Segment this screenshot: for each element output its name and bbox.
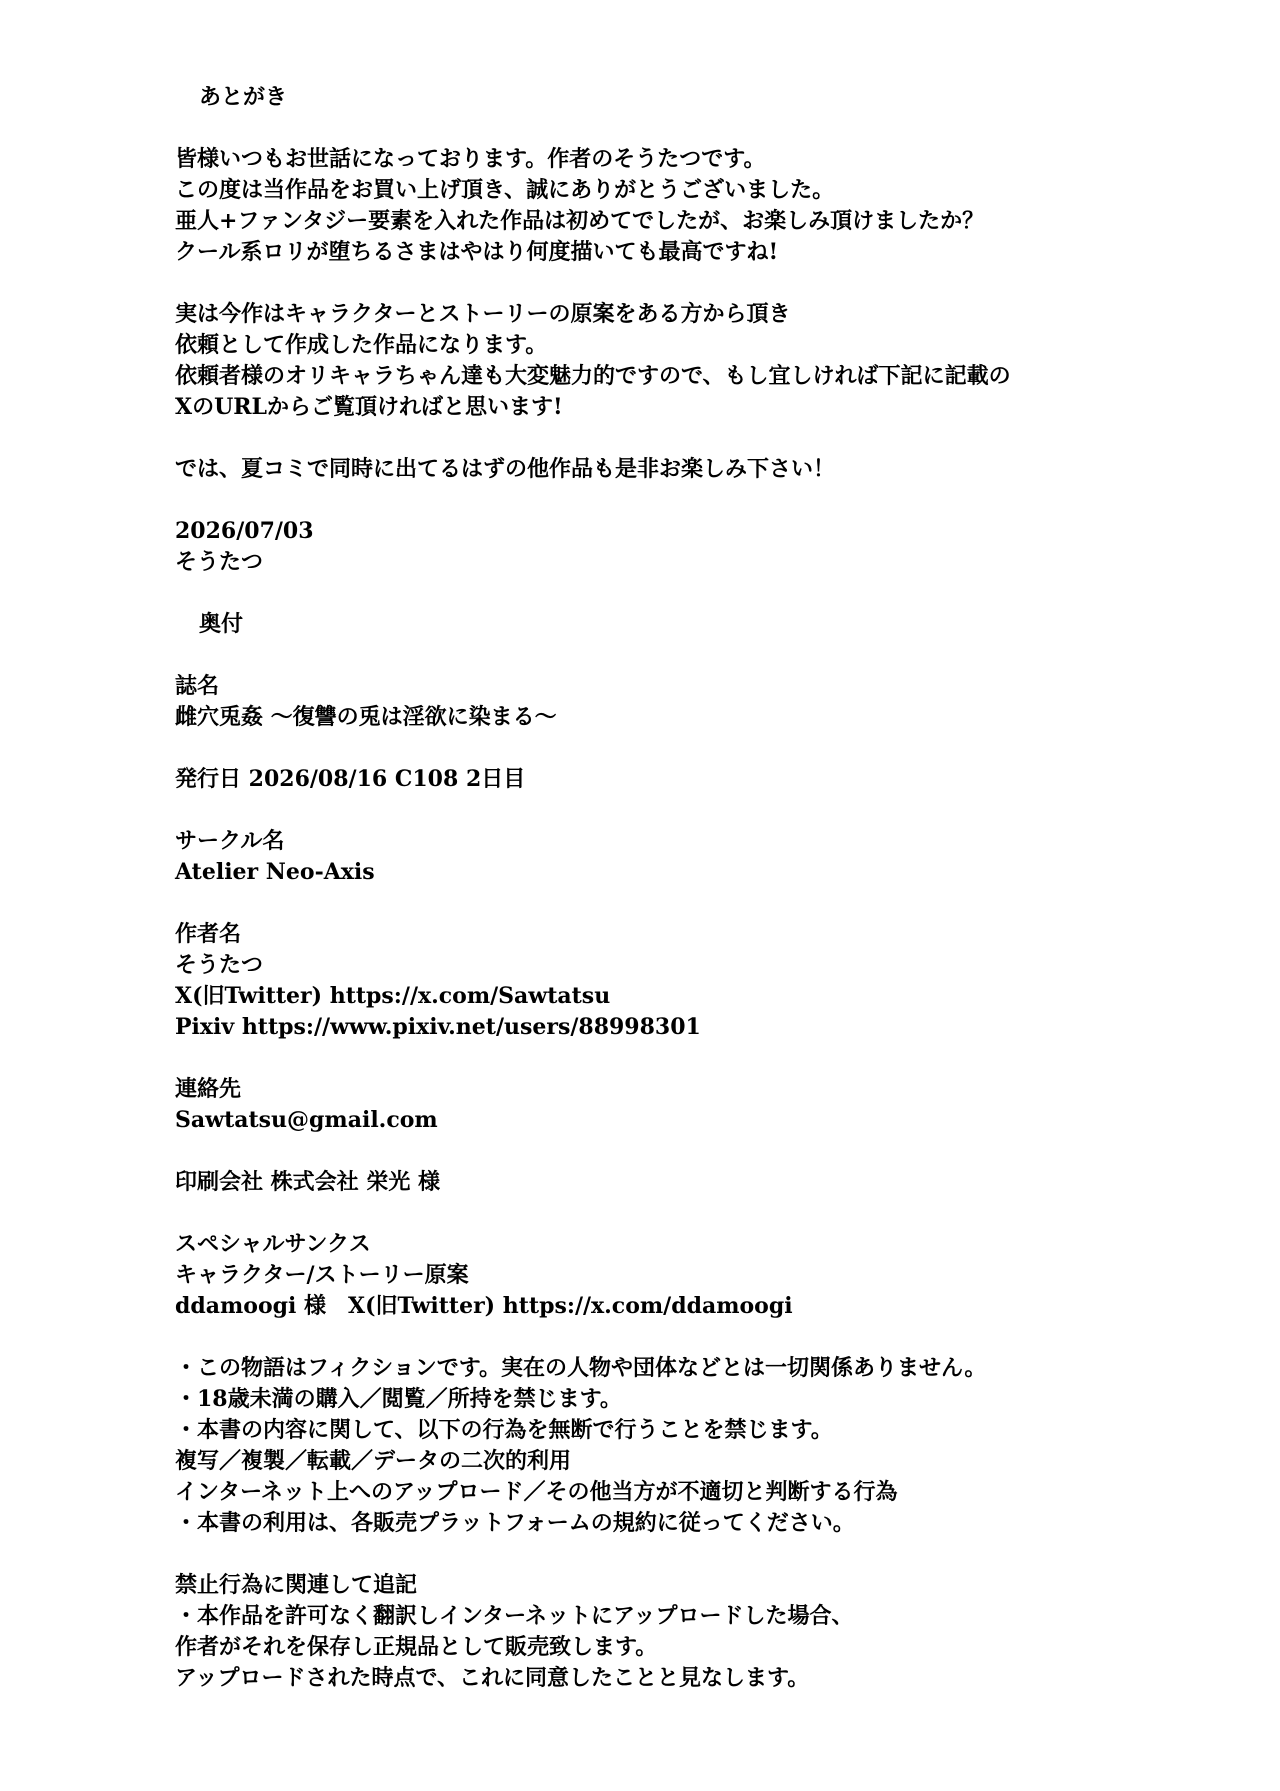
text-line: 皆様いつもお世話になっております。作者のそうたつです。: [175, 146, 766, 172]
notice-line: ・この物語はフィクションです。実在の人物や団体などとは一切関係ありません。: [175, 1355, 987, 1381]
text-line: 作者がそれを保存し正規品として販売致します。: [175, 1634, 658, 1660]
notice-line: ・18歳未満の購入／閲覧／所持を禁じます。: [175, 1386, 622, 1412]
author-label: 作者名: [175, 921, 242, 947]
text-line: クール系ロリが堕ちるさまはやはり何度描いても最高ですね!: [175, 239, 779, 265]
author-name: そうたつ: [175, 952, 264, 978]
notice-line: 複写／複製／転載／データの二次的利用: [175, 1448, 572, 1474]
title-value: 雌穴兎姦 〜復讐の兎は淫欲に染まる〜: [175, 704, 557, 730]
text-line: スペシャルサンクス: [175, 1231, 371, 1257]
text-line: 依頼として作成した作品になります。: [175, 332, 548, 358]
notice-list: [175, 1353, 1235, 1539]
title-label: 誌名: [175, 673, 220, 699]
afterword-heading: あとがき: [199, 84, 288, 110]
printer-line: 印刷会社 株式会社 栄光 様: [175, 1169, 440, 1195]
publish-date: 発行日 2026/08/16 C108 2日目: [175, 766, 526, 792]
text-line: アップロードされた時点で、これに同意したことと見なします。: [175, 1665, 810, 1691]
afterword-paragraph-2: [175, 299, 1235, 423]
text-line: 禁止行為に関連して追記: [175, 1572, 418, 1598]
text-line: ddamoogi 様 X(旧Twitter) https://x.com/ddamoogi: [175, 1293, 793, 1319]
author-pixiv-link: Pixiv https://www.pixiv.net/users/88998301: [175, 1014, 701, 1040]
text-line: 亜人+ファンタジー要素を入れた作品は初めてでしたが、お楽しみ頂けましたか？: [175, 208, 985, 234]
afterword-signature: そうたつ: [175, 549, 264, 575]
text-line: XのURLからご覧頂ければと思います!: [175, 394, 563, 420]
author-x-link: X(旧Twitter) https://x.com/Sawtatsu: [175, 983, 611, 1009]
text-line: 依頼者様のオリキャラちゃん達も大変魅力的ですので、もし宜しければ下記に記載の: [175, 363, 1011, 389]
special-thanks: [175, 1229, 1235, 1322]
notice-line: ・本書の内容に関して、以下の行為を無断で行うことを禁じます。: [175, 1417, 833, 1443]
text-line: キャラクター/ストーリー原案: [175, 1262, 469, 1288]
contact-label: 連絡先: [175, 1076, 242, 1102]
notice-line: ・本書の利用は、各販売プラットフォームの規約に従ってください。: [175, 1510, 855, 1536]
afterword-date: 2026/07/03: [175, 518, 314, 544]
afterword-paragraph-3: では、夏コミで同時に出てるはずの他作品も是非お楽しみ下さい！: [175, 456, 836, 482]
notice-line: インターネット上へのアップロード／その他当方が不適切と判断する行為: [175, 1479, 898, 1505]
circle-label: サークル名: [175, 828, 285, 854]
circle-value: Atelier Neo-Axis: [175, 859, 375, 885]
document-page: [175, 82, 1235, 1694]
text-line: ・本作品を許可なく翻訳しインターネットにアップロードした場合、: [175, 1603, 854, 1629]
contact-email: Sawtatsu@gmail.com: [175, 1107, 438, 1133]
afterword-paragraph-1: [175, 144, 1235, 268]
prohibition-addendum: [175, 1570, 1235, 1694]
colophon-heading: 奥付: [199, 611, 244, 637]
text-line: この度は当作品をお買い上げ頂き、誠にありがとうございました。: [175, 177, 835, 203]
text-line: 実は今作はキャラクターとストーリーの原案をある方から頂き: [175, 301, 791, 327]
